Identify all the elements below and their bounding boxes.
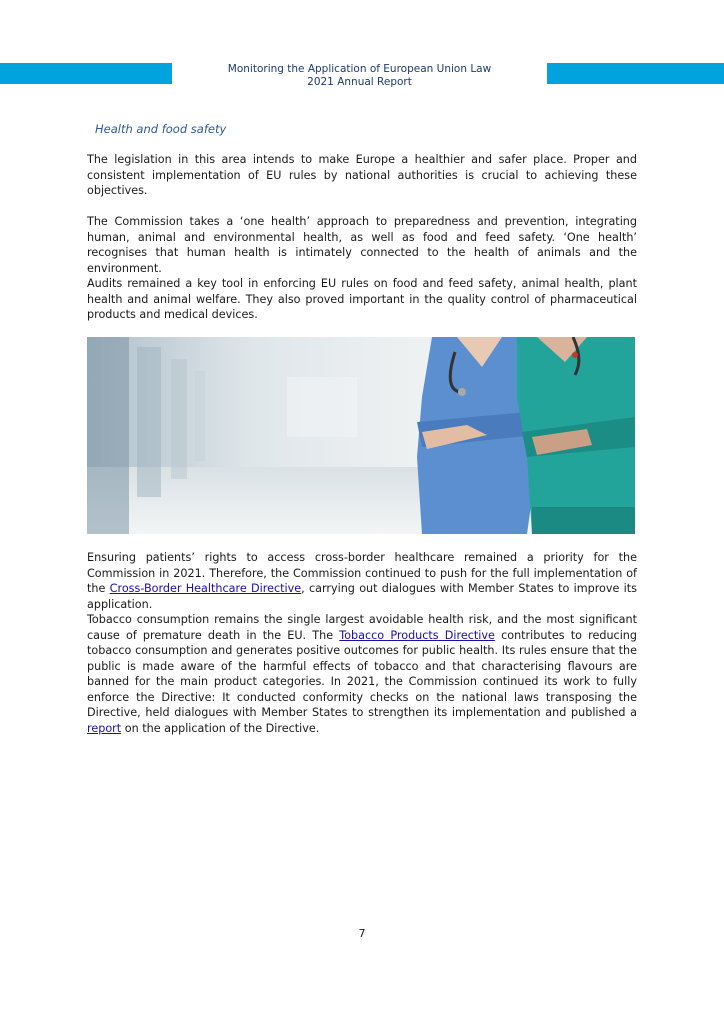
paragraph-1: The legislation in this area intends to make Europe a healthier and safer place. Proper and consistent implementation of EU rules by national authorities is crucial to achieving these objectives.	[87, 153, 637, 197]
header-subtitle: 2021 Annual Report	[307, 76, 412, 88]
section-title: Health and food safety	[95, 122, 227, 136]
header-band-left	[0, 63, 172, 84]
paragraph-2: The Commission takes a ‘one health’ approach to preparedness and prevention, integrating human, animal and environmental health, as well as food and feed safety. ‘One health’ recognises that human health is intimately connected to the health of animals and the environment.	[87, 215, 637, 275]
paragraph-5-text-b: contributes to reducing tobacco consumption and generates positive outcomes for public health. Its rules ensure that the public is made aware of the harmful effects of tobacco and that characterising flavours are banned for the main product categories. In 2021, the Commission continued its work to fully enforce the Directive: It conducted conformity checks on the national laws transposing the Directive, held dialogues with Member States to strengthen its implementation and published a	[87, 628, 638, 719]
paragraph-5	[87, 612, 637, 736]
paragraph-5-text-a: Tobacco consumption remains the single largest avoidable health risk, and the most significant cause of premature death in the EU. The	[87, 613, 637, 642]
healthcare-workers-photo	[87, 337, 635, 534]
page-number: 7	[358, 927, 366, 940]
header-title: Monitoring the Application of European Union Law	[227, 63, 492, 75]
paragraph-5-text-c: on the application of the Directive.	[121, 721, 320, 735]
paragraph-4	[87, 550, 637, 612]
paragraph-4-text-b: , carrying out dialogues with Member States to improve its application.	[87, 582, 638, 611]
page-header	[172, 63, 547, 89]
report-link[interactable]: report	[87, 721, 122, 735]
paragraph-4-text-a: Ensuring patients’ rights to access cross-border healthcare remained a priority for the Commission in 2021. Therefore, the Commission continued to push for the full implementation of the	[87, 551, 637, 595]
header-band-right	[547, 63, 724, 84]
cross-border-healthcare-directive-link[interactable]: Cross-Border Healthcare Directive	[109, 582, 302, 595]
paragraph-3: Audits remained a key tool in enforcing EU rules on food and feed safety, animal health, plant health and animal welfare. They also proved important in the quality control of pharmaceutical products and medical devices.	[87, 277, 637, 321]
tobacco-products-directive-link[interactable]: Tobacco Products Directive	[339, 628, 495, 642]
